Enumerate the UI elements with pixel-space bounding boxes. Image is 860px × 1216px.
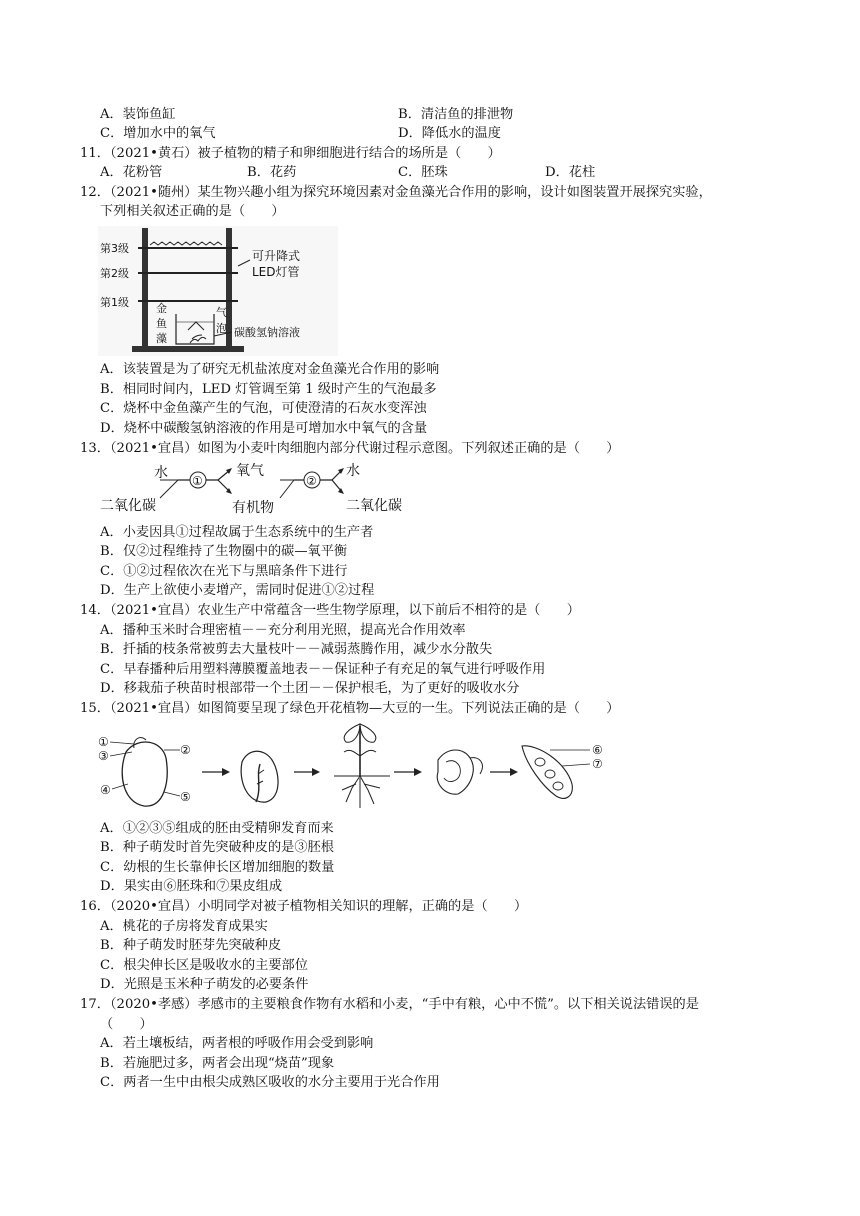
q14-option-b: B．扦插的枝条常被剪去大量枝叶－－减弱蒸腾作用，减少水分散失 <box>100 642 493 657</box>
label-2: ② <box>180 743 191 757</box>
label-4: ④ <box>100 783 111 797</box>
q10-option-b: B．清洁鱼的排泄物 <box>398 107 514 122</box>
led-label-line1: 可升降式 <box>252 249 301 263</box>
q10-option-c: C．增加水中的氧气 <box>100 126 216 141</box>
plant-label-1: 金 <box>156 302 167 315</box>
water-label-1: 水 <box>154 465 168 481</box>
q10-option-a: A．装饰鱼缸 <box>100 107 176 122</box>
label-5: ⑤ <box>180 790 191 804</box>
q13-stem: 13．（2021•宜昌）如图为小麦叶肉细胞内部分代谢过程示意图。下列叙述正确的是（ ） <box>80 441 620 456</box>
plant-label-3: 藻 <box>156 332 167 345</box>
level2-label: 第2级 <box>100 267 129 280</box>
q13-option-a: A．小麦因具①过程故属于生态系统中的生产者 <box>100 525 374 540</box>
q15-option-b: B．种子萌发时首先突破种皮的是③胚根 <box>100 840 334 855</box>
q13-metabolism-diagram <box>98 460 428 516</box>
q12-stem-line1: 12．（2021•随州）某生物兴趣小组为探究环境因素对金鱼藻光合作用的影响，设计如图装置开展探究实验， <box>80 185 712 200</box>
process-2-label: ② <box>306 474 317 488</box>
q12-apparatus-figure <box>98 226 338 356</box>
bubble-label-2: 泡 <box>216 322 227 335</box>
q12-option-b: B．相同时间内，LED 灯管调至第 1 级时产生的气泡最多 <box>100 382 437 397</box>
q14-option-a: A．播种玉米时合理密植－－充分利用光照，提高光合作用效率 <box>100 623 466 638</box>
q15-option-c: C．幼根的生长靠伸长区增加细胞的数量 <box>100 860 335 875</box>
q15-option-a: A．①②③⑤组成的胚由受精卵发育而来 <box>100 821 334 836</box>
q14-option-c: C．早春播种后用塑料薄膜覆盖地表－－保证种子有充足的氧气进行呼吸作用 <box>100 662 546 677</box>
bubble-label-1: 气 <box>216 306 227 319</box>
q15-stem: 15．（2021•宜昌）如图简要呈现了绿色开花植物—大豆的一生。下列说法正确的是（ ） <box>80 701 620 716</box>
q11-option-b: B．花药 <box>247 165 297 180</box>
q13-option-b: B．仅②过程维持了生物圈中的碳—氧平衡 <box>100 544 348 559</box>
q16-stem: 16．（2020•宜昌）小明同学对被子植物相关知识的理解，正确的是（ ） <box>80 899 528 914</box>
q12-option-d: D．烧杯中碳酸氢钠溶液的作用是可增加水中氧气的含量 <box>100 421 428 436</box>
q11-option-c: C．胚珠 <box>398 165 448 180</box>
q17-option-a: A．若土壤板结，两者根的呼吸作用会受到影响 <box>100 1036 374 1051</box>
q16-option-b: B．种子萌发时胚芽先突破种皮 <box>100 938 282 953</box>
q12-option-a: A．该装置是为了研究无机盐浓度对金鱼藻光合作用的影响 <box>100 362 440 377</box>
co2-label-1: 二氧化碳 <box>100 498 156 514</box>
q11-option-a: A．花粉管 <box>100 165 163 180</box>
q15-soybean-lifecycle-figure <box>98 722 618 812</box>
q17-stem-line2: （ ） <box>100 1017 153 1032</box>
label-6: ⑥ <box>592 743 603 757</box>
plant-label-2: 鱼 <box>156 317 167 330</box>
q15-option-d: D．果实由⑥胚珠和⑦果皮组成 <box>100 879 283 894</box>
q17-option-c: C．两者一生中由根尖成熟区吸收的水分主要用于光合作用 <box>100 1075 440 1090</box>
q13-option-d: D．生产上欲使小麦增产，需同时促进①②过程 <box>100 583 375 598</box>
process-1-label: ① <box>192 474 203 488</box>
label-7: ⑦ <box>592 757 603 771</box>
q17-option-b: B．若施肥过多，两者会出现“烧苗”现象 <box>100 1056 335 1071</box>
solution-label: 碳酸氢钠溶液 <box>234 326 300 339</box>
q12-stem-line2: 下列相关叙述正确的是（ ） <box>100 204 285 219</box>
oxygen-label: 氧气 <box>236 463 264 479</box>
level3-label: 第3级 <box>100 242 129 255</box>
label-3: ③ <box>98 749 109 763</box>
q16-option-d: D．光照是玉米种子萌发的必要条件 <box>100 977 309 992</box>
led-label-line2: LED灯管 <box>252 265 300 279</box>
q17-stem-line1: 17．（2020•孝感）孝感市的主要粮食作物有水稻和小麦，“手中有粮，心中不慌”。以下相关说法错误的是 <box>80 997 699 1012</box>
q14-option-d: D．移栽茄子秧苗时根部带一个土团－－保护根毛，为了更好的吸收水分 <box>100 681 520 696</box>
q14-stem: 14．（2021•宜昌）农业生产中常蕴含一些生物学原理，以下前后不相符的是（ ） <box>80 603 580 618</box>
q13-option-c: C．①②过程依次在光下与黑暗条件下进行 <box>100 564 348 579</box>
q16-option-c: C．根尖伸长区是吸收水的主要部位 <box>100 958 308 973</box>
q12-option-c: C．烧杯中金鱼藻产生的气泡，可使澄清的石灰水变浑浊 <box>100 401 427 416</box>
q10-option-d: D．降低水的温度 <box>398 126 501 141</box>
label-1: ① <box>98 735 109 749</box>
organic-matter-label: 有机物 <box>232 500 274 516</box>
level1-label: 第1级 <box>100 296 129 309</box>
water-label-2: 水 <box>346 463 360 479</box>
q16-option-a: A．桃花的子房将发育成果实 <box>100 919 268 934</box>
q11-stem: 11．（2021•黄石）被子植物的精子和卵细胞进行结合的场所是（ ） <box>80 146 501 161</box>
q11-option-d: D．花柱 <box>545 165 596 180</box>
co2-label-2: 二氧化碳 <box>346 498 402 514</box>
